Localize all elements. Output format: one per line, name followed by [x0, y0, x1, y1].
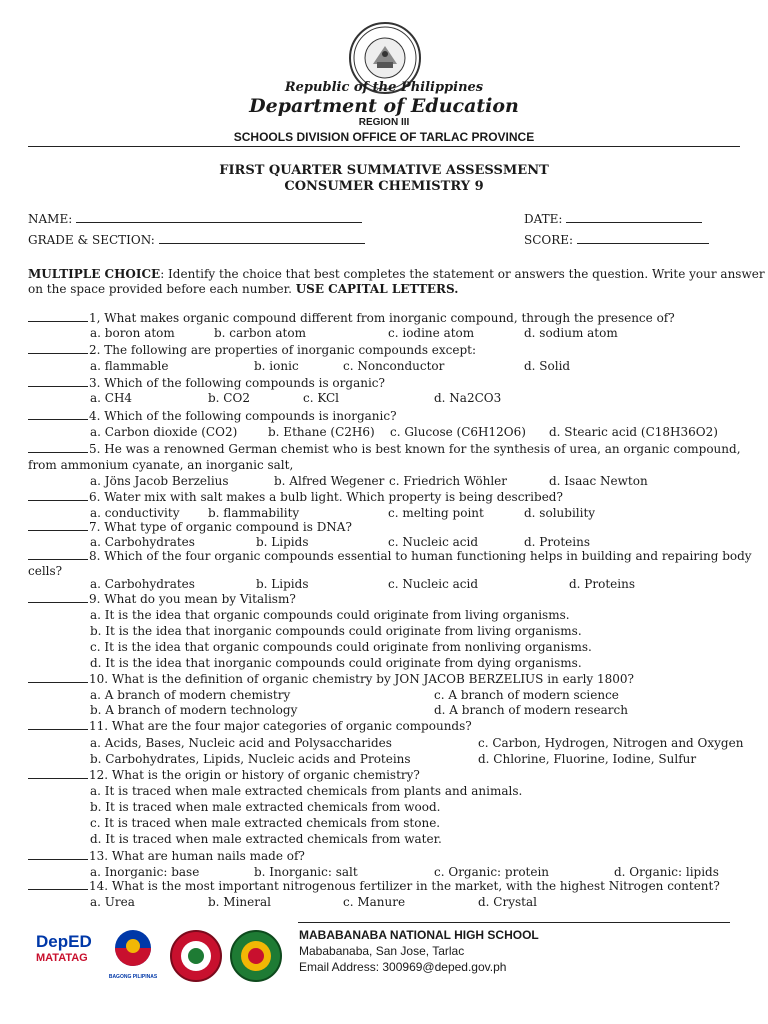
republic-line: Republic of the Philippines — [284, 80, 484, 95]
choice-6-d: d. solubility — [524, 506, 596, 520]
bagong-pilipinas-text: BAGONG PILIPINAS — [108, 974, 158, 980]
deped-matatag-logo — [36, 932, 98, 964]
choice-14-b: b. Mineral — [208, 895, 271, 909]
choice-2-b: b. ionic — [254, 359, 299, 373]
answer-blank-8[interactable] — [28, 549, 88, 560]
choice-6-b: b. flammability — [208, 506, 300, 520]
choice-1-b: b. carbon atom — [214, 326, 306, 340]
choice-11-c: b. Carbohydrates, Lipids, Nucleic acids and Proteins — [90, 752, 411, 766]
choice-5-c: c. Friedrich Wöhler — [389, 474, 508, 488]
question-text: 11. What are the four major categories of organic compounds? — [89, 719, 472, 733]
answer-blank-9[interactable] — [28, 592, 88, 603]
school-seal-icon — [232, 932, 280, 980]
choice-7-b: b. Lipids — [256, 535, 309, 549]
question-9 — [28, 592, 296, 607]
answer-blank-4[interactable] — [28, 409, 88, 420]
answer-blank-6[interactable] — [28, 490, 88, 501]
school-name: MABABANABA NATIONAL HIGH SCHOOL — [299, 928, 539, 942]
question-11 — [28, 719, 472, 734]
choice-7-c: c. Nucleic acid — [388, 535, 479, 549]
choice-13-b: b. Inorganic: salt — [254, 865, 358, 879]
school-address: Mababanaba, San Jose, Tarlac — [299, 944, 465, 958]
choice-4-b: b. Ethane (C2H6) — [268, 425, 375, 439]
choice-10-c: b. A branch of modern technology — [90, 703, 298, 717]
instructions-line-1: MULTIPLE CHOICE: Identify the choice that best completes the statement or answers the question. Write your answer — [28, 267, 765, 281]
choice-5-d: d. Isaac Newton — [549, 474, 648, 488]
choice-11-b: c. Carbon, Hydrogen, Nitrogen and Oxygen — [478, 736, 744, 750]
choice-13-c: c. Organic: protein — [434, 865, 550, 879]
choice-14-c: c. Manure — [343, 895, 406, 909]
answer-blank-13[interactable] — [28, 849, 88, 860]
score-field[interactable] — [524, 232, 709, 247]
choice-12-b: b. It is traced when male extracted chemicals from wood. — [90, 800, 441, 814]
name-field[interactable] — [28, 211, 362, 226]
choice-8-a: a. Carbohydrates — [90, 577, 195, 591]
question-text-continued: from ammonium cyanate, an inorganic salt, — [28, 458, 294, 472]
choice-10-a: a. A branch of modern chemistry — [90, 688, 291, 702]
choice-3-a: a. CH4 — [90, 391, 133, 405]
question-6 — [28, 490, 563, 505]
division-seal-logo — [170, 930, 222, 982]
choice-7-a: a. Carbohydrates — [90, 535, 195, 549]
choice-11-a: a. Acids, Bases, Nucleic acid and Polysaccharides — [90, 736, 392, 750]
question-text: 9. What do you mean by Vitalism? — [89, 592, 296, 606]
choice-13-a: a. Inorganic: base — [90, 865, 200, 879]
question-10 — [28, 672, 634, 687]
date-label: DATE: — [524, 212, 567, 226]
question-text: 14. What is the most important nitrogenous fertilizer in the market, with the highest Nitrogen content? — [89, 879, 720, 893]
school-email: Email Address: 300969@deped.gov.ph — [299, 960, 507, 974]
choice-4-a: a. Carbon dioxide (CO2) — [90, 425, 238, 439]
school-seal-logo — [230, 930, 282, 982]
choice-12-d: d. It is traced when male extracted chemicals from water. — [90, 832, 442, 846]
choice-13-d: d. Organic: lipids — [614, 865, 719, 879]
choice-9-d: d. It is the idea that inorganic compounds could originate from dying organisms. — [90, 656, 582, 670]
answer-blank-14[interactable] — [28, 879, 88, 890]
question-text: 5. He was a renowned German chemist who is best known for the synthesis of urea, an organic compound, — [89, 442, 741, 456]
choice-2-c: c. Nonconductor — [343, 359, 445, 373]
question-3 — [28, 376, 385, 391]
answer-blank-11[interactable] — [28, 719, 88, 730]
choice-9-b: b. It is the idea that inorganic compounds could originate from living organisms. — [90, 624, 582, 638]
instructions-line-2: on the space provided before each number. USE CAPITAL LETTERS. — [28, 282, 459, 296]
answer-blank-3[interactable] — [28, 376, 88, 387]
choice-6-c: c. melting point — [388, 506, 484, 520]
question-14 — [28, 879, 720, 894]
matatag-text: MATATAG — [36, 952, 88, 964]
capital-letters-note: USE CAPITAL LETTERS. — [295, 282, 459, 296]
choice-12-c: c. It is traced when male extracted chemicals from stone. — [90, 816, 441, 830]
grade-section-field[interactable] — [28, 232, 365, 247]
score-label: SCORE: — [524, 233, 577, 247]
question-text: 3. Which of the following compounds is organic? — [89, 376, 385, 390]
footer-divider — [298, 922, 730, 923]
question-5 — [28, 442, 741, 457]
choice-10-d: d. A branch of modern research — [434, 703, 628, 717]
deped-logo-text: DepED — [36, 932, 92, 951]
choice-8-c: c. Nucleic acid — [388, 577, 479, 591]
choice-4-d: d. Stearic acid (C18H36O2) — [549, 425, 718, 439]
question-text: 4. Which of the following compounds is inorganic? — [89, 409, 397, 423]
question-12 — [28, 768, 420, 783]
department-line: Department of Education — [249, 95, 519, 117]
question-1 — [28, 311, 675, 326]
choice-11-d: d. Chlorine, Fluorine, Iodine, Sulfur — [478, 752, 697, 766]
answer-blank-12[interactable] — [28, 768, 88, 779]
choice-2-d: d. Solid — [524, 359, 571, 373]
name-label: NAME: — [28, 212, 77, 226]
question-text: 8. Which of the four organic compounds essential to human functioning helps in building and repairing body — [89, 549, 752, 563]
question-text: 2. The following are properties of inorganic compounds except: — [89, 343, 477, 357]
choice-5-a: a. Jöns Jacob Berzelius — [90, 474, 229, 488]
answer-blank-5[interactable] — [28, 442, 88, 453]
choice-12-a: a. It is traced when male extracted chemicals from plants and animals. — [90, 784, 523, 798]
choice-10-b: c. A branch of modern science — [434, 688, 619, 702]
choice-14-a: a. Urea — [90, 895, 135, 909]
choice-5-b: b. Alfred Wegener — [274, 474, 385, 488]
question-8 — [28, 549, 752, 564]
answer-blank-10[interactable] — [28, 672, 88, 683]
choice-7-d: d. Proteins — [524, 535, 590, 549]
grade-label: GRADE & SECTION: — [28, 233, 159, 247]
answer-blank-7[interactable] — [28, 520, 88, 531]
assessment-title: FIRST QUARTER SUMMATIVE ASSESSMENT — [219, 163, 549, 178]
choice-14-d: d. Crystal — [478, 895, 537, 909]
choice-1-d: d. sodium atom — [524, 326, 618, 340]
question-13 — [28, 849, 305, 864]
choice-8-b: b. Lipids — [256, 577, 309, 591]
choice-1-a: a. boron atom — [90, 326, 175, 340]
answer-blank-2[interactable] — [28, 343, 88, 354]
question-2 — [28, 343, 476, 358]
date-field[interactable] — [524, 211, 702, 226]
choice-9-c: c. It is the idea that organic compounds could originate from nonliving organisms. — [90, 640, 592, 654]
choice-3-c: c. KCl — [303, 391, 340, 405]
region-line: REGION III — [358, 117, 410, 128]
choice-8-d: d. Proteins — [569, 577, 635, 591]
division-seal-icon — [172, 932, 220, 980]
choice-9-a: a. It is the idea that organic compounds could originate from living organisms. — [90, 608, 570, 622]
question-text-continued: cells? — [28, 564, 63, 578]
choice-4-c: c. Glucose (C6H12O6) — [390, 425, 526, 439]
header-divider — [28, 146, 740, 147]
question-text: 7. What type of organic compound is DNA? — [89, 520, 352, 534]
answer-blank-1[interactable] — [28, 311, 88, 322]
bagong-pilipinas-logo — [104, 926, 162, 982]
question-text: 12. What is the origin or history of organic chemistry? — [89, 768, 420, 782]
question-text: 1, What makes organic compound different from inorganic compound, through the presence of? — [89, 311, 675, 325]
subject-title: CONSUMER CHEMISTRY 9 — [284, 179, 484, 194]
question-7 — [28, 520, 352, 535]
question-text: 10. What is the definition of organic chemistry by JON JACOB BERZELIUS in early 1800? — [89, 672, 634, 686]
question-text: 13. What are human nails made of? — [89, 849, 305, 863]
question-4 — [28, 409, 397, 424]
division-line: SCHOOLS DIVISION OFFICE OF TARLAC PROVINCE — [233, 130, 535, 144]
choice-1-c: c. iodine atom — [388, 326, 475, 340]
choice-2-a: a. flammable — [90, 359, 169, 373]
choice-6-a: a. conductivity — [90, 506, 180, 520]
instructions-label: MULTIPLE CHOICE — [28, 267, 161, 281]
choice-3-d: d. Na2CO3 — [434, 391, 502, 405]
bagong-pilipinas-icon — [104, 926, 162, 970]
question-text: 6. Water mix with salt makes a bulb light. Which property is being described? — [89, 490, 563, 504]
choice-3-b: b. CO2 — [208, 391, 250, 405]
